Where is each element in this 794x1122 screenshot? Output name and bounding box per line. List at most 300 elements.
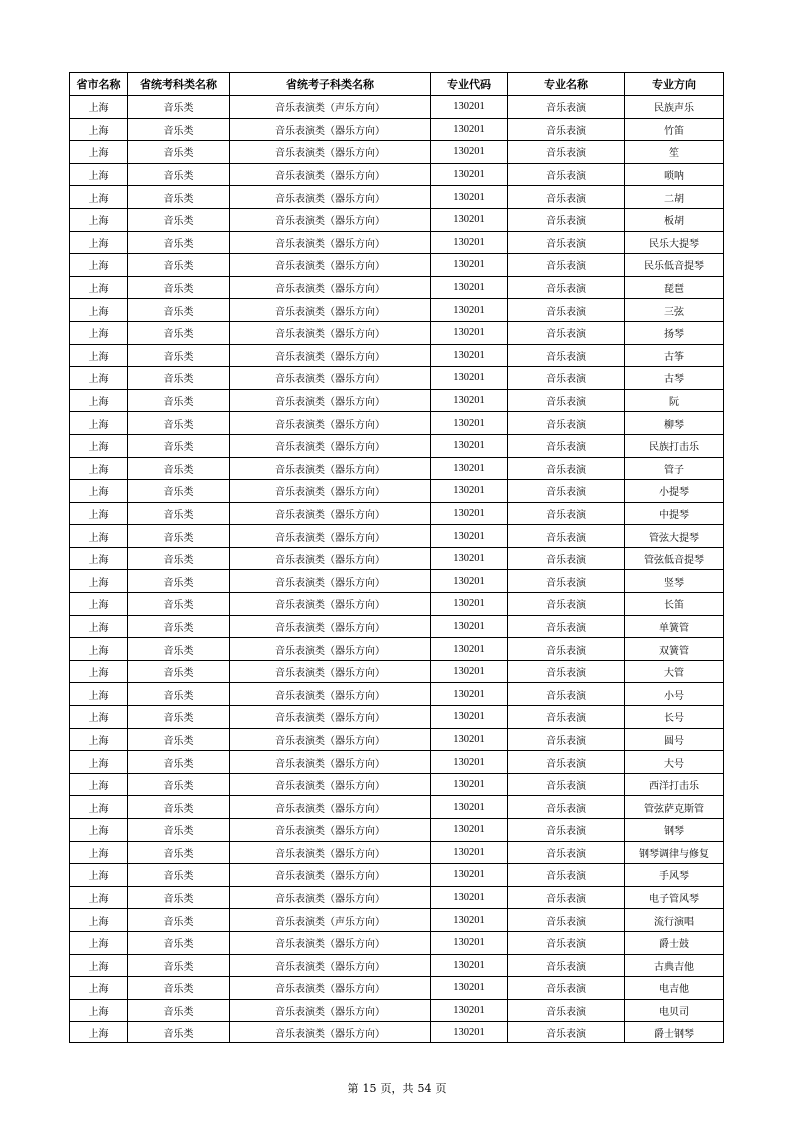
- cell-category: 音乐类: [128, 773, 230, 796]
- cell-major-name: 音乐表演: [508, 389, 625, 412]
- cell-subcategory: 音乐表演类（器乐方向）: [230, 367, 431, 390]
- cell-province: 上海: [70, 367, 128, 390]
- cell-major-code: 130201: [431, 999, 508, 1022]
- cell-major-name: 音乐表演: [508, 502, 625, 525]
- cell-province: 上海: [70, 615, 128, 638]
- footer-mid: 页，共: [380, 1082, 414, 1095]
- cell-subcategory: 音乐表演类（器乐方向）: [230, 819, 431, 842]
- cell-province: 上海: [70, 525, 128, 548]
- cell-major-name: 音乐表演: [508, 954, 625, 977]
- table-row: [70, 864, 724, 887]
- cell-province: 上海: [70, 660, 128, 683]
- footer-suffix: 页: [435, 1082, 447, 1095]
- cell-province: 上海: [70, 231, 128, 254]
- cell-province: 上海: [70, 457, 128, 480]
- cell-category: 音乐类: [128, 480, 230, 503]
- cell-subcategory: 音乐表演类（器乐方向）: [230, 480, 431, 503]
- cell-major-code: 130201: [431, 773, 508, 796]
- cell-major-code: 130201: [431, 525, 508, 548]
- cell-major-direction: 民乐大提琴: [625, 231, 724, 254]
- table-row: [70, 186, 724, 209]
- cell-major-direction: 板胡: [625, 208, 724, 231]
- cell-category: 音乐类: [128, 841, 230, 864]
- cell-major-name: 音乐表演: [508, 773, 625, 796]
- cell-major-code: 130201: [431, 615, 508, 638]
- cell-major-direction: 钢琴调律与修复: [625, 841, 724, 864]
- cell-category: 音乐类: [128, 706, 230, 729]
- cell-major-code: 130201: [431, 321, 508, 344]
- table-row: [70, 819, 724, 842]
- cell-major-direction: 管弦萨克斯管: [625, 796, 724, 819]
- cell-subcategory: 音乐表演类（器乐方向）: [230, 796, 431, 819]
- table-row: [70, 683, 724, 706]
- table-row: [70, 547, 724, 570]
- cell-subcategory: 音乐表演类（器乐方向）: [230, 299, 431, 322]
- cell-major-code: 130201: [431, 547, 508, 570]
- table-row: [70, 231, 724, 254]
- cell-major-direction: 爵士钢琴: [625, 1022, 724, 1043]
- cell-subcategory: 音乐表演类（器乐方向）: [230, 954, 431, 977]
- cell-major-direction: 管弦低音提琴: [625, 547, 724, 570]
- page-footer: [0, 1080, 794, 1096]
- cell-major-code: 130201: [431, 457, 508, 480]
- cell-subcategory: 音乐表演类（器乐方向）: [230, 525, 431, 548]
- cell-major-code: 130201: [431, 344, 508, 367]
- cell-category: 音乐类: [128, 186, 230, 209]
- cell-province: 上海: [70, 299, 128, 322]
- cell-category: 音乐类: [128, 547, 230, 570]
- cell-category: 音乐类: [128, 977, 230, 1000]
- cell-province: 上海: [70, 954, 128, 977]
- cell-subcategory: 音乐表演类（器乐方向）: [230, 751, 431, 774]
- cell-major-name: 音乐表演: [508, 276, 625, 299]
- cell-major-name: 音乐表演: [508, 547, 625, 570]
- table-row: [70, 141, 724, 164]
- footer-prefix: 第: [347, 1082, 359, 1095]
- cell-province: 上海: [70, 344, 128, 367]
- cell-category: 音乐类: [128, 751, 230, 774]
- table-row: [70, 96, 724, 119]
- cell-major-name: 音乐表演: [508, 886, 625, 909]
- cell-province: 上海: [70, 118, 128, 141]
- table-row: [70, 525, 724, 548]
- table-row: [70, 931, 724, 954]
- header-province: 省市名称: [70, 73, 128, 96]
- cell-major-direction: 琵琶: [625, 276, 724, 299]
- cell-province: 上海: [70, 638, 128, 661]
- cell-major-direction: 大管: [625, 660, 724, 683]
- cell-category: 音乐类: [128, 615, 230, 638]
- table-row: [70, 163, 724, 186]
- cell-province: 上海: [70, 886, 128, 909]
- cell-subcategory: 音乐表演类（器乐方向）: [230, 118, 431, 141]
- cell-subcategory: 音乐表演类（器乐方向）: [230, 276, 431, 299]
- cell-major-direction: 长笛: [625, 593, 724, 616]
- cell-subcategory: 音乐表演类（器乐方向）: [230, 864, 431, 887]
- cell-subcategory: 音乐表演类（器乐方向）: [230, 683, 431, 706]
- cell-major-name: 音乐表演: [508, 480, 625, 503]
- cell-major-name: 音乐表演: [508, 909, 625, 932]
- cell-major-code: 130201: [431, 683, 508, 706]
- cell-category: 音乐类: [128, 412, 230, 435]
- cell-major-code: 130201: [431, 367, 508, 390]
- table-row: [70, 367, 724, 390]
- cell-major-direction: 竖琴: [625, 570, 724, 593]
- cell-province: 上海: [70, 321, 128, 344]
- cell-major-name: 音乐表演: [508, 163, 625, 186]
- cell-major-name: 音乐表演: [508, 570, 625, 593]
- cell-major-name: 音乐表演: [508, 728, 625, 751]
- cell-major-name: 音乐表演: [508, 593, 625, 616]
- cell-major-name: 音乐表演: [508, 186, 625, 209]
- cell-major-code: 130201: [431, 1022, 508, 1043]
- cell-major-name: 音乐表演: [508, 977, 625, 1000]
- cell-major-code: 130201: [431, 751, 508, 774]
- cell-province: 上海: [70, 412, 128, 435]
- cell-major-name: 音乐表演: [508, 344, 625, 367]
- cell-province: 上海: [70, 186, 128, 209]
- cell-major-direction: 钢琴: [625, 819, 724, 842]
- cell-major-code: 130201: [431, 186, 508, 209]
- cell-major-code: 130201: [431, 96, 508, 119]
- cell-province: 上海: [70, 683, 128, 706]
- cell-major-code: 130201: [431, 231, 508, 254]
- cell-subcategory: 音乐表演类（器乐方向）: [230, 547, 431, 570]
- cell-category: 音乐类: [128, 886, 230, 909]
- cell-major-name: 音乐表演: [508, 367, 625, 390]
- cell-major-code: 130201: [431, 208, 508, 231]
- cell-major-direction: 双簧管: [625, 638, 724, 661]
- cell-province: 上海: [70, 999, 128, 1022]
- cell-major-direction: 古典吉他: [625, 954, 724, 977]
- table-row: [70, 886, 724, 909]
- table-row: [70, 977, 724, 1000]
- cell-major-code: 130201: [431, 412, 508, 435]
- cell-province: 上海: [70, 728, 128, 751]
- cell-major-code: 130201: [431, 977, 508, 1000]
- cell-major-code: 130201: [431, 841, 508, 864]
- table-body: [70, 96, 724, 1043]
- cell-subcategory: 音乐表演类（声乐方向）: [230, 909, 431, 932]
- cell-major-direction: 电子管风琴: [625, 886, 724, 909]
- cell-category: 音乐类: [128, 163, 230, 186]
- cell-subcategory: 音乐表演类（器乐方向）: [230, 389, 431, 412]
- cell-province: 上海: [70, 819, 128, 842]
- cell-major-code: 130201: [431, 706, 508, 729]
- cell-major-name: 音乐表演: [508, 706, 625, 729]
- cell-category: 音乐类: [128, 593, 230, 616]
- cell-category: 音乐类: [128, 638, 230, 661]
- table-row: [70, 412, 724, 435]
- cell-province: 上海: [70, 570, 128, 593]
- cell-major-name: 音乐表演: [508, 457, 625, 480]
- cell-subcategory: 音乐表演类（器乐方向）: [230, 141, 431, 164]
- cell-major-direction: 单簧管: [625, 615, 724, 638]
- cell-category: 音乐类: [128, 276, 230, 299]
- cell-major-code: 130201: [431, 593, 508, 616]
- cell-province: 上海: [70, 773, 128, 796]
- cell-major-direction: 爵士鼓: [625, 931, 724, 954]
- cell-subcategory: 音乐表演类（器乐方向）: [230, 208, 431, 231]
- cell-subcategory: 音乐表演类（器乐方向）: [230, 886, 431, 909]
- cell-major-name: 音乐表演: [508, 299, 625, 322]
- cell-major-name: 音乐表演: [508, 1022, 625, 1043]
- cell-category: 音乐类: [128, 660, 230, 683]
- cell-major-direction: 扬琴: [625, 321, 724, 344]
- cell-major-direction: 小提琴: [625, 480, 724, 503]
- cell-major-code: 130201: [431, 728, 508, 751]
- table-row: [70, 344, 724, 367]
- cell-major-direction: 手风琴: [625, 864, 724, 887]
- table-row: [70, 118, 724, 141]
- cell-category: 音乐类: [128, 683, 230, 706]
- cell-major-code: 130201: [431, 299, 508, 322]
- cell-major-direction: 流行演唱: [625, 909, 724, 932]
- cell-subcategory: 音乐表演类（器乐方向）: [230, 231, 431, 254]
- cell-major-direction: 民族声乐: [625, 96, 724, 119]
- cell-major-direction: 小号: [625, 683, 724, 706]
- cell-province: 上海: [70, 434, 128, 457]
- cell-major-direction: 唢呐: [625, 163, 724, 186]
- cell-subcategory: 音乐表演类（器乐方向）: [230, 570, 431, 593]
- cell-category: 音乐类: [128, 457, 230, 480]
- cell-province: 上海: [70, 163, 128, 186]
- cell-major-direction: 古筝: [625, 344, 724, 367]
- data-table: [69, 72, 724, 1043]
- cell-category: 音乐类: [128, 819, 230, 842]
- table-row: [70, 434, 724, 457]
- cell-major-direction: 电吉他: [625, 977, 724, 1000]
- cell-major-code: 130201: [431, 864, 508, 887]
- cell-major-code: 130201: [431, 163, 508, 186]
- table-row: [70, 954, 724, 977]
- cell-major-direction: 民族打击乐: [625, 434, 724, 457]
- cell-category: 音乐类: [128, 1022, 230, 1043]
- cell-subcategory: 音乐表演类（器乐方向）: [230, 321, 431, 344]
- header-major-name: 专业名称: [508, 73, 625, 96]
- cell-province: 上海: [70, 96, 128, 119]
- cell-major-direction: 笙: [625, 141, 724, 164]
- cell-category: 音乐类: [128, 570, 230, 593]
- table-row: [70, 480, 724, 503]
- cell-subcategory: 音乐表演类（器乐方向）: [230, 638, 431, 661]
- table-row: [70, 502, 724, 525]
- table-row: [70, 706, 724, 729]
- cell-province: 上海: [70, 389, 128, 412]
- header-subcategory: 省统考子科类名称: [230, 73, 431, 96]
- cell-major-code: 130201: [431, 480, 508, 503]
- cell-major-direction: 大号: [625, 751, 724, 774]
- table-row: [70, 1022, 724, 1043]
- cell-province: 上海: [70, 276, 128, 299]
- cell-major-code: 130201: [431, 638, 508, 661]
- table-row: [70, 299, 724, 322]
- cell-province: 上海: [70, 254, 128, 277]
- cell-subcategory: 音乐表演类（器乐方向）: [230, 412, 431, 435]
- cell-subcategory: 音乐表演类（器乐方向）: [230, 660, 431, 683]
- cell-major-code: 130201: [431, 254, 508, 277]
- cell-major-name: 音乐表演: [508, 321, 625, 344]
- cell-subcategory: 音乐表演类（器乐方向）: [230, 728, 431, 751]
- table-row: [70, 841, 724, 864]
- cell-major-direction: 柳琴: [625, 412, 724, 435]
- cell-province: 上海: [70, 977, 128, 1000]
- table-header-row: [70, 73, 724, 96]
- cell-major-direction: 电贝司: [625, 999, 724, 1022]
- cell-category: 音乐类: [128, 864, 230, 887]
- cell-subcategory: 音乐表演类（器乐方向）: [230, 434, 431, 457]
- table-row: [70, 909, 724, 932]
- cell-major-name: 音乐表演: [508, 525, 625, 548]
- cell-subcategory: 音乐表演类（器乐方向）: [230, 502, 431, 525]
- cell-category: 音乐类: [128, 502, 230, 525]
- cell-major-name: 音乐表演: [508, 141, 625, 164]
- cell-major-direction: 民乐低音提琴: [625, 254, 724, 277]
- cell-subcategory: 音乐表演类（器乐方向）: [230, 593, 431, 616]
- header-major-direction: 专业方向: [625, 73, 724, 96]
- cell-province: 上海: [70, 547, 128, 570]
- cell-province: 上海: [70, 706, 128, 729]
- cell-category: 音乐类: [128, 254, 230, 277]
- cell-major-name: 音乐表演: [508, 231, 625, 254]
- footer-total-pages: 54: [417, 1082, 432, 1095]
- cell-subcategory: 音乐表演类（器乐方向）: [230, 841, 431, 864]
- cell-major-name: 音乐表演: [508, 254, 625, 277]
- cell-subcategory: 音乐表演类（器乐方向）: [230, 931, 431, 954]
- cell-category: 音乐类: [128, 931, 230, 954]
- cell-subcategory: 音乐表演类（器乐方向）: [230, 977, 431, 1000]
- cell-category: 音乐类: [128, 909, 230, 932]
- cell-province: 上海: [70, 141, 128, 164]
- cell-subcategory: 音乐表演类（器乐方向）: [230, 163, 431, 186]
- cell-major-code: 130201: [431, 886, 508, 909]
- cell-major-direction: 古琴: [625, 367, 724, 390]
- cell-major-code: 130201: [431, 118, 508, 141]
- cell-major-name: 音乐表演: [508, 931, 625, 954]
- cell-major-direction: 长号: [625, 706, 724, 729]
- cell-province: 上海: [70, 593, 128, 616]
- cell-major-name: 音乐表演: [508, 96, 625, 119]
- cell-major-name: 音乐表演: [508, 208, 625, 231]
- cell-category: 音乐类: [128, 321, 230, 344]
- cell-major-name: 音乐表演: [508, 796, 625, 819]
- cell-subcategory: 音乐表演类（器乐方向）: [230, 773, 431, 796]
- cell-major-direction: 中提琴: [625, 502, 724, 525]
- cell-province: 上海: [70, 909, 128, 932]
- header-category: 省统考科类名称: [128, 73, 230, 96]
- cell-major-name: 音乐表演: [508, 819, 625, 842]
- cell-province: 上海: [70, 208, 128, 231]
- footer-page-number: 15: [362, 1082, 377, 1095]
- cell-category: 音乐类: [128, 118, 230, 141]
- cell-major-name: 音乐表演: [508, 864, 625, 887]
- cell-major-code: 130201: [431, 954, 508, 977]
- cell-major-code: 130201: [431, 570, 508, 593]
- cell-major-code: 130201: [431, 502, 508, 525]
- table-row: [70, 593, 724, 616]
- cell-major-direction: 西洋打击乐: [625, 773, 724, 796]
- cell-major-name: 音乐表演: [508, 615, 625, 638]
- cell-province: 上海: [70, 796, 128, 819]
- cell-major-direction: 阮: [625, 389, 724, 412]
- cell-major-code: 130201: [431, 141, 508, 164]
- cell-major-direction: 管子: [625, 457, 724, 480]
- cell-category: 音乐类: [128, 954, 230, 977]
- cell-province: 上海: [70, 502, 128, 525]
- cell-category: 音乐类: [128, 231, 230, 254]
- cell-category: 音乐类: [128, 999, 230, 1022]
- table-row: [70, 773, 724, 796]
- table-row: [70, 660, 724, 683]
- table-row: [70, 570, 724, 593]
- cell-major-name: 音乐表演: [508, 751, 625, 774]
- table-row: [70, 796, 724, 819]
- cell-category: 音乐类: [128, 389, 230, 412]
- cell-major-name: 音乐表演: [508, 999, 625, 1022]
- cell-major-direction: 二胡: [625, 186, 724, 209]
- cell-province: 上海: [70, 841, 128, 864]
- cell-major-name: 音乐表演: [508, 683, 625, 706]
- cell-major-code: 130201: [431, 660, 508, 683]
- table-row: [70, 638, 724, 661]
- table-row: [70, 208, 724, 231]
- cell-province: 上海: [70, 1022, 128, 1043]
- cell-province: 上海: [70, 864, 128, 887]
- cell-major-name: 音乐表演: [508, 434, 625, 457]
- table-row: [70, 276, 724, 299]
- cell-category: 音乐类: [128, 728, 230, 751]
- cell-major-direction: 竹笛: [625, 118, 724, 141]
- cell-category: 音乐类: [128, 344, 230, 367]
- cell-major-code: 130201: [431, 434, 508, 457]
- cell-category: 音乐类: [128, 796, 230, 819]
- cell-major-direction: 三弦: [625, 299, 724, 322]
- table-row: [70, 999, 724, 1022]
- cell-major-name: 音乐表演: [508, 660, 625, 683]
- cell-subcategory: 音乐表演类（器乐方向）: [230, 999, 431, 1022]
- cell-major-code: 130201: [431, 931, 508, 954]
- cell-subcategory: 音乐表演类（器乐方向）: [230, 615, 431, 638]
- cell-subcategory: 音乐表演类（器乐方向）: [230, 457, 431, 480]
- table-row: [70, 615, 724, 638]
- cell-major-code: 130201: [431, 276, 508, 299]
- cell-category: 音乐类: [128, 299, 230, 322]
- cell-major-name: 音乐表演: [508, 841, 625, 864]
- table-row: [70, 321, 724, 344]
- cell-province: 上海: [70, 480, 128, 503]
- cell-province: 上海: [70, 751, 128, 774]
- cell-category: 音乐类: [128, 367, 230, 390]
- cell-subcategory: 音乐表演类（器乐方向）: [230, 186, 431, 209]
- table-row: [70, 728, 724, 751]
- cell-category: 音乐类: [128, 434, 230, 457]
- cell-province: 上海: [70, 931, 128, 954]
- cell-category: 音乐类: [128, 141, 230, 164]
- cell-major-code: 130201: [431, 389, 508, 412]
- cell-category: 音乐类: [128, 208, 230, 231]
- cell-major-code: 130201: [431, 796, 508, 819]
- cell-major-code: 130201: [431, 909, 508, 932]
- cell-subcategory: 音乐表演类（器乐方向）: [230, 254, 431, 277]
- cell-major-name: 音乐表演: [508, 638, 625, 661]
- table-row: [70, 254, 724, 277]
- cell-major-direction: 管弦大提琴: [625, 525, 724, 548]
- cell-major-name: 音乐表演: [508, 412, 625, 435]
- cell-major-name: 音乐表演: [508, 118, 625, 141]
- header-major-code: 专业代码: [431, 73, 508, 96]
- cell-subcategory: 音乐表演类（声乐方向）: [230, 96, 431, 119]
- table-row: [70, 751, 724, 774]
